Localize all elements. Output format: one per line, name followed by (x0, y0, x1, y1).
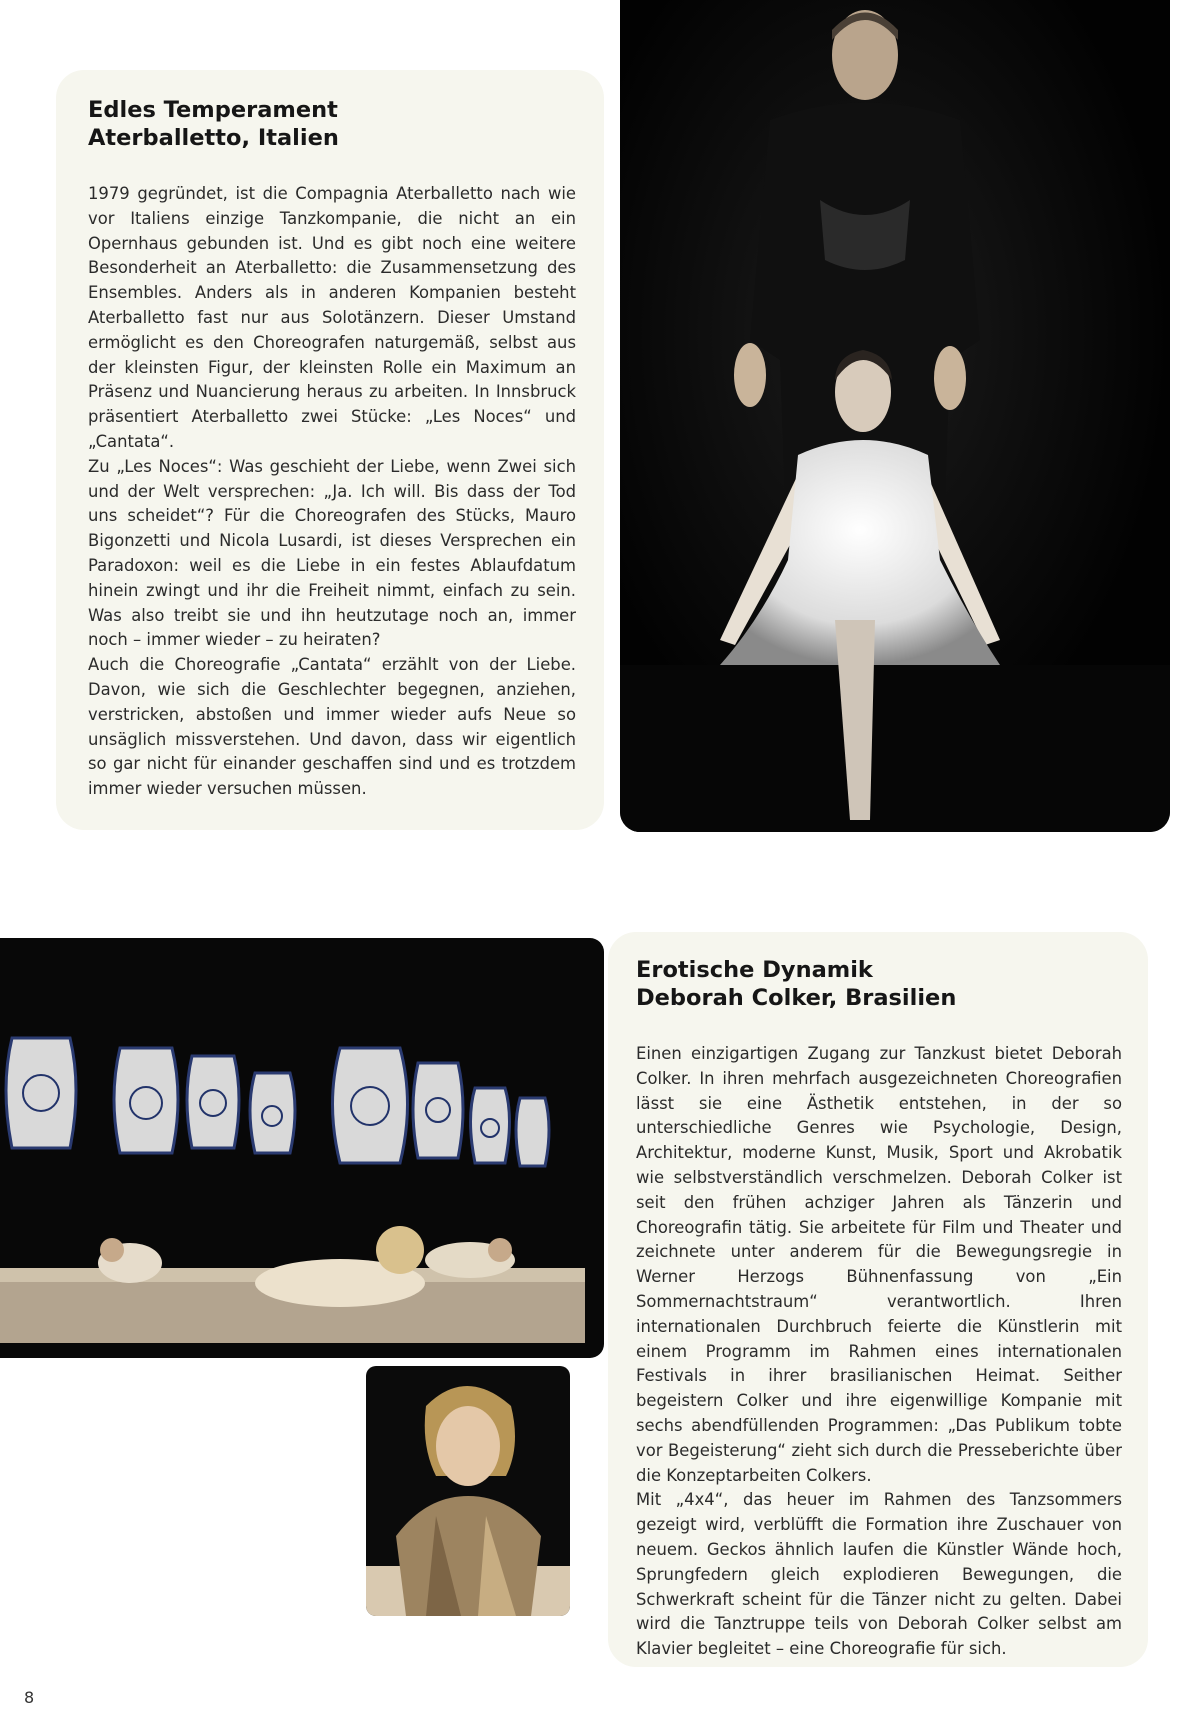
colker-stage-vases-photo (0, 938, 604, 1358)
article-aterballetto-body (88, 182, 576, 802)
page-number: 8 (24, 1688, 35, 1707)
title-line-1: Edles Temperament (88, 97, 338, 123)
article-colker-title (636, 956, 1122, 1012)
paragraph: Auch die Choreografie „Cantata“ erzählt von der Liebe. Davon, wie sich die Geschlechter begegnen, anziehen, verstricken, abstoßen und immer wieder aufs Neue so unsäglich missverstehen. Und davon, dass wir eigentlich so gar nicht für einander geschaffen sind und es trotzdem immer wieder versuchen müssen. (88, 655, 576, 799)
paragraph: 1979 gegründet, ist die Compagnia Aterballetto nach wie vor Italiens einzige Tanzkompanie, die nicht an ein Opernhaus gebunden ist. Und es gibt noch eine weitere Besonderheit an Aterballetto: die Zusammensetzung des Ensembles. Anders als in anderen Kompanien besteht Aterballetto fast nur aus Solotänzern. Dieser Umstand ermöglicht es den Choreografen naturgemäß, selbst aus der kleinsten Figur, der kleinsten Rolle ein Maximum an Präsenz und Nuancierung heraus zu arbeiten. In Innsbruck präsentiert Aterballetto zwei Stücke: „Les Noces“ und „Cantata“. (88, 184, 576, 451)
deborah-colker-portrait-photo (366, 1366, 570, 1616)
paragraph: Zu „Les Noces“: Was geschieht der Liebe, wenn Zwei sich und der Welt versprechen: „Ja. Ich will. Bis dass der Tod uns scheidet“? Für die Choreografen des Stücks, Mauro Bigonzetti und Nicola Lusardi, ist dieses Versprechen ein Paradoxon: weil es die Liebe in ein festes Ablaufdatum hinein zwingt und ihr die Freiheit nimmt, einfach zu sein. Was also treibt sie und ihn heutzutage noch an, immer noch – immer wieder – zu heiraten? (88, 456, 576, 650)
title-line-2: Aterballetto, Italien (88, 125, 339, 151)
paragraph: Einen einzigartigen Zugang zur Tanzkust bietet Deborah Colker. In ihren mehrfach ausgezeichneten Choreografien lässt sie eine Ästhetik entstehen, in der so unterschiedliche Genres wie Psychologie, Design, Architektur, moderne Kunst, Musik, Sport und Akrobatik wie selbstverständlich verschmelzen. Deborah Colker ist seit den frühen achziger Jahren als Tänzerin und Choreografin tätig. Sie arbeitete für Film und Theater und zeichnete unter anderem für die Bewegungsregie in Werner Herzogs Bühnenfassung von „Ein Sommernachtstraum“ verantwortlich. Ihren internationalen Durchbruch feierte die Künstlerin mit einem Programm im Rahmen eines internationalen Festivals in ihrer brasilianischen Heimat. Seither begeistern Colker und ihre eigenwillige Kompanie mit sechs abendfüllenden Programmen: „Das Publikum tobte vor Begeisterung“ zieht sich durch die Presseberichte über die Konzeptarbeiten Colkers. (636, 1044, 1122, 1485)
title-line-1: Erotische Dynamik (636, 957, 873, 983)
article-colker-panel (608, 932, 1148, 1667)
paragraph: Mit „4x4“, das heuer im Rahmen des Tanzsommers gezeigt wird, verblüfft die Formation ihre Zuschauer von neuem. Geckos ähnlich laufen die Künstler Wände hoch, Sprungfedern gleich explodieren Bewegungen, die Schwerkraft scheint für die Tänzer nicht zu gelten. Dabei wird die Tanztruppe teils von Deborah Colker selbst am Klavier begleitet – eine Choreografie für sich. (636, 1490, 1122, 1659)
title-line-2: Deborah Colker, Brasilien (636, 985, 957, 1011)
article-aterballetto-panel (56, 70, 604, 830)
article-aterballetto-title (88, 96, 576, 152)
aterballetto-dancers-photo (620, 0, 1170, 832)
article-colker-body (636, 1042, 1122, 1662)
